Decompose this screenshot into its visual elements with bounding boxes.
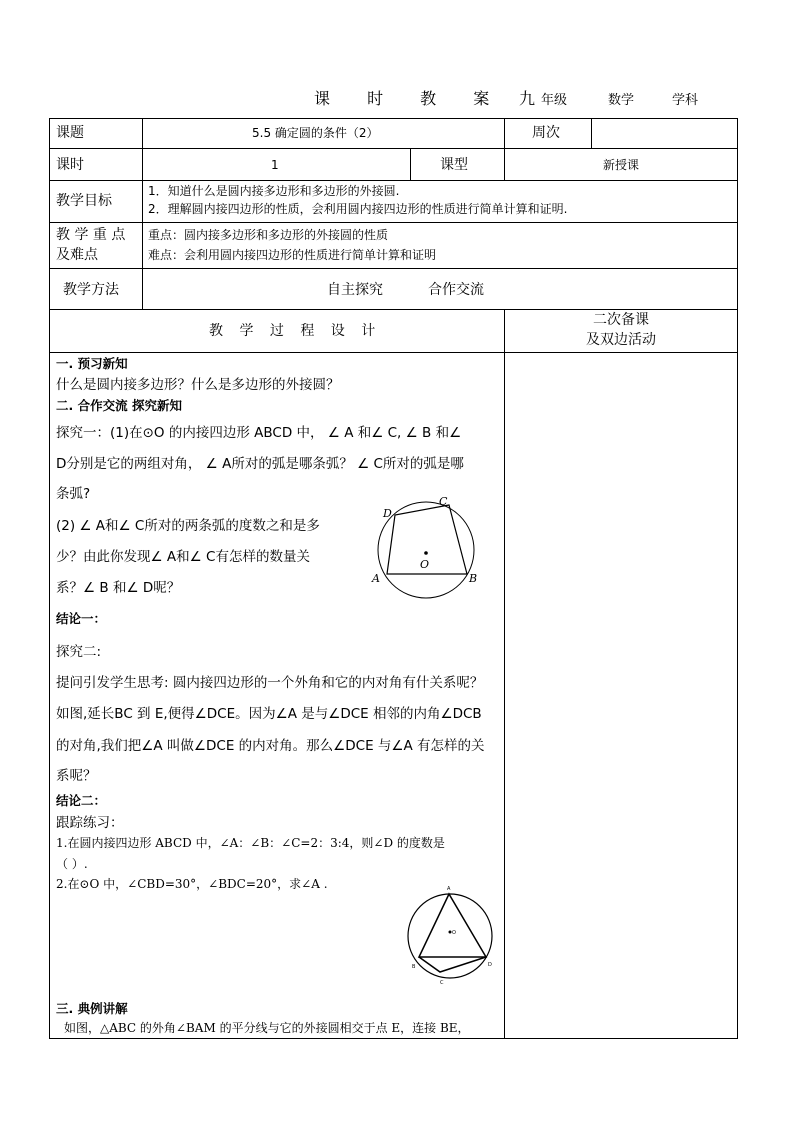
- conclusion-2: 结论二：: [56, 793, 107, 808]
- explore-2-line: 的对角,我们把∠A 叫做∠DCE 的内对角。那么∠DCE 与∠A 有怎样的关: [56, 738, 485, 754]
- practice-title: 跟踪练习：: [56, 815, 124, 831]
- grade-number: 九: [519, 89, 536, 108]
- difficulty: 难点：会利用圆内接四边形的性质进行简单计算和证明: [148, 248, 437, 262]
- explore-2-title: 探究二:: [56, 644, 102, 660]
- hours-label: 课时: [56, 157, 84, 173]
- explore-1-line: D分别是它的两组对角， ∠ A所对的弧是哪条弧？ ∠ C所对的弧是哪: [56, 456, 464, 472]
- practice-1-line: 1.在圆内接四边形 ABCD 中，∠A：∠B：∠C=2：3:4，则∠D 的度数是: [56, 836, 445, 850]
- subject-label: 学科: [672, 93, 699, 108]
- explore-2-line: 提问引发学生思考: 圆内接四边形的一个外角和它的内对角有什关系呢？: [56, 675, 484, 691]
- practice-1-line: （ ）.: [56, 857, 88, 871]
- type-value: 新授课: [602, 158, 639, 172]
- goal-item: 1．知道什么是圆内接多边形和多边形的外接圆.: [148, 184, 400, 198]
- section-3-title: 三. 典例讲解: [56, 1001, 128, 1016]
- section-2-title: 二. 合作交流 探究新知: [56, 398, 182, 413]
- process-header: 教 学 过 程 设 计: [209, 323, 376, 339]
- topic-label: 课题: [56, 125, 84, 141]
- page-header: [0, 86, 794, 110]
- type-label: 课型: [440, 157, 468, 173]
- method-1: 自主探究: [327, 282, 383, 298]
- fig2-label-b: B: [412, 964, 416, 970]
- fig1-label-o: O: [420, 558, 430, 571]
- method-label: 教学方法: [63, 282, 119, 298]
- conclusion-1: 结论一：: [56, 611, 107, 626]
- side-header: 二次备课: [593, 312, 649, 328]
- section-1-question: 什么是圆内接多边形？什么是多边形的外接圆？: [56, 377, 340, 393]
- fig2-label-d: D: [488, 962, 492, 968]
- method-2: 合作交流: [428, 282, 484, 298]
- keypoints-label: 教 学 重 点: [56, 227, 126, 243]
- subject-value: 数学: [608, 93, 635, 108]
- explore-1-line: (2) ∠ A和∠ C所对的两条弧的度数之和是多: [56, 518, 320, 534]
- explore-1-line: 探究一：(1)在⊙O 的内接四边形 ABCD 中， ∠ A 和∠ C, ∠ B 和∠: [56, 425, 462, 441]
- section-1-title: 一. 预习新知: [56, 356, 128, 371]
- fig1-label-c: C: [439, 495, 448, 508]
- fig2-label-a: A: [447, 886, 451, 892]
- week-label: 周次: [532, 125, 560, 141]
- hours-value: 1: [271, 158, 279, 172]
- fig2-label-c: C: [440, 980, 444, 986]
- goals-label: 教学目标: [56, 193, 112, 209]
- fig1-label-b: B: [469, 572, 478, 585]
- explore-2-line: 如图,延长BC 到 E,便得∠DCE。因为∠A 是与∠DCE 相邻的内角∠DCB: [56, 706, 482, 722]
- goal-item: 2．理解圆内接四边形的性质，会利用圆内接四边形的性质进行简单计算和证明.: [148, 202, 568, 216]
- explore-2-line: 系呢？: [56, 768, 97, 784]
- explore-1-line: 少？由此你发现∠ A和∠ C有怎样的数量关: [56, 549, 310, 565]
- practice-2: 2.在⊙O 中，∠CBD=30°，∠BDC=20°，求∠A .: [56, 877, 328, 891]
- fig1-label-d: D: [383, 507, 392, 520]
- keypoints-label-2: 及难点: [56, 247, 98, 263]
- explore-1-line: 系？∠ B 和∠ D呢？: [56, 580, 181, 596]
- explore-1-line: 条弧?: [56, 486, 91, 502]
- cyclic-quadrilateral-figure: [368, 490, 488, 610]
- key-point: 重点：圆内接多边形和多边形的外接圆的性质: [148, 228, 389, 242]
- fig2-label-o: O: [452, 930, 456, 936]
- example-line: 如图，△ABC 的外角∠BAM 的平分线与它的外接圆相交于点 E，连接 BE，: [64, 1021, 470, 1035]
- topic-value: 5.5 确定圆的条件（2）: [252, 126, 379, 140]
- fig1-label-a: A: [372, 572, 380, 585]
- grade-label: 年级: [541, 93, 568, 108]
- page-title: 课 时 教 案: [314, 89, 506, 108]
- inscribed-triangle-figure: [402, 882, 500, 990]
- side-header-2: 及双边活动: [586, 332, 656, 348]
